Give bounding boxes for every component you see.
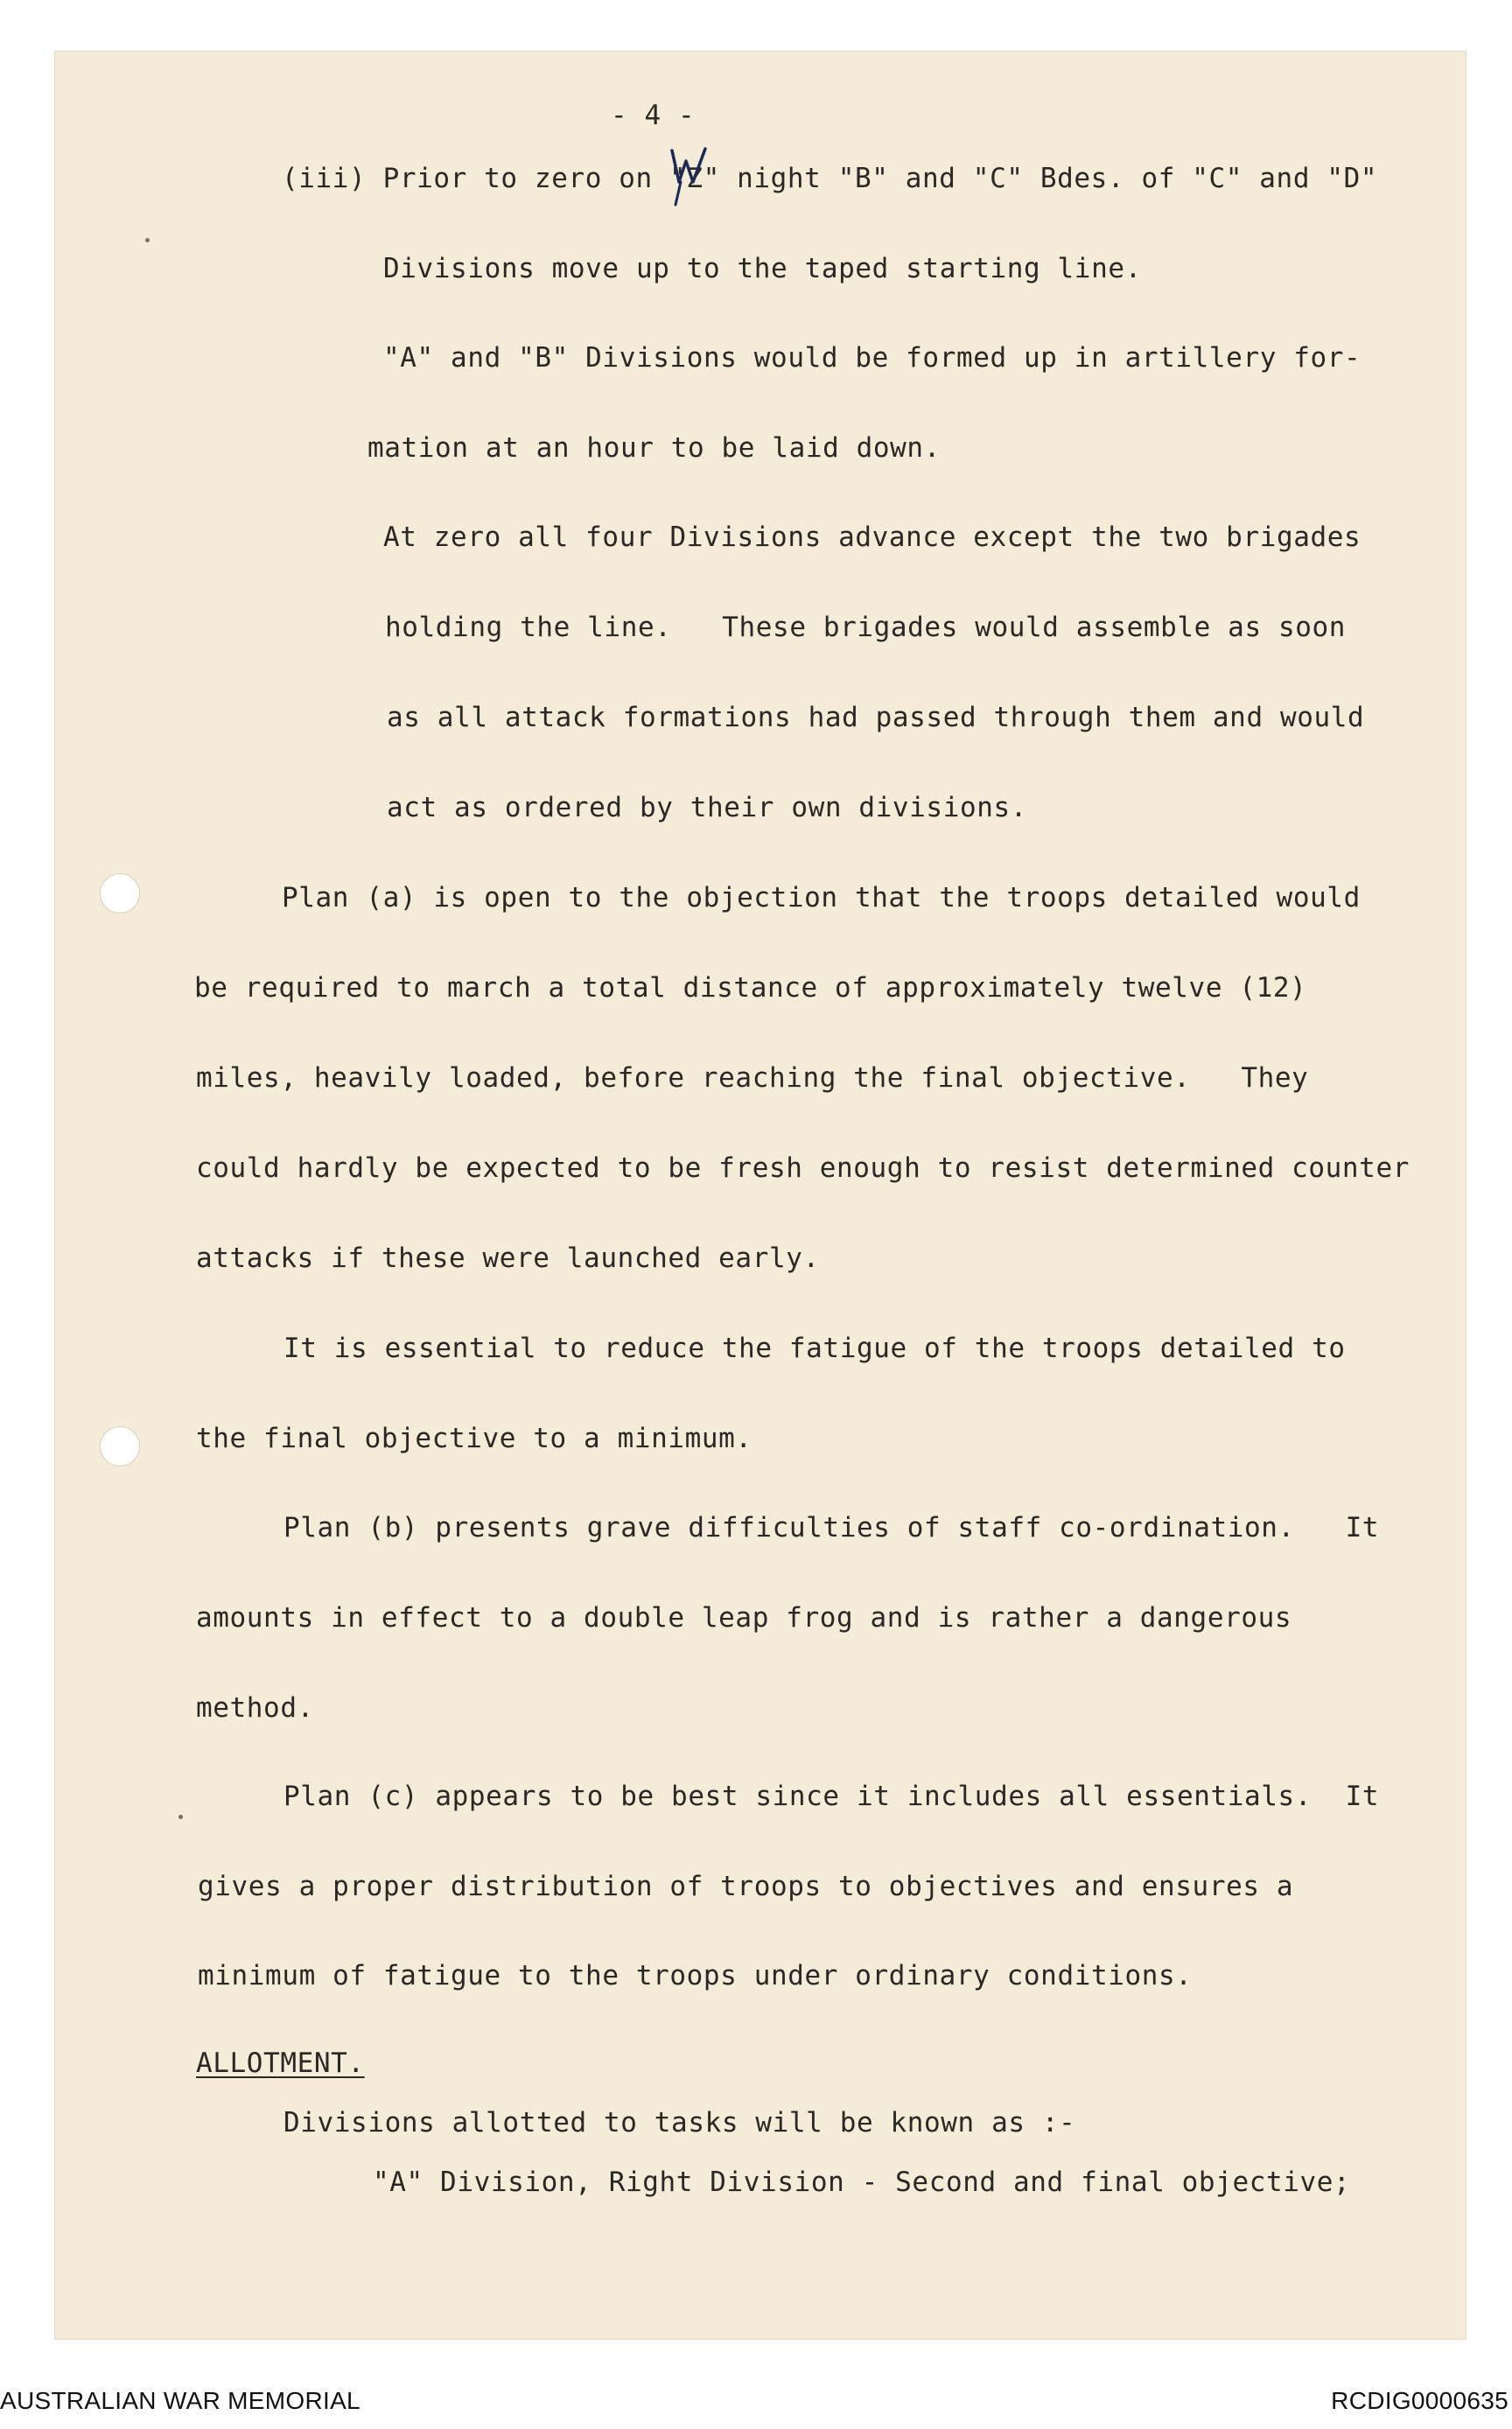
- text-line: could hardly be expected to be fresh enough to resist determined counter: [196, 1152, 1410, 1184]
- text-line: as all attack formations had passed through them and would: [387, 702, 1365, 733]
- footer-right: RCDIG0000635: [1331, 2387, 1508, 2414]
- text-line: amounts in effect to a double leap frog and is rather a dangerous: [196, 1602, 1292, 1634]
- text-line: Plan (c) appears to be best since it includes all essentials. It: [284, 1781, 1380, 1812]
- text-line: be required to march a total distance of approximately twelve (12): [194, 972, 1307, 1004]
- text-line: It is essential to reduce the fatigue of the troops detailed to: [284, 1333, 1346, 1364]
- text-line: Divisions allotted to tasks will be known as :-: [284, 2107, 1076, 2138]
- footer-left: AUSTRALIAN WAR MEMORIAL: [0, 2387, 360, 2414]
- text-line: Plan (a) is open to the objection that the troops detailed would: [282, 882, 1361, 914]
- section-heading: ALLOTMENT.: [196, 2048, 365, 2079]
- text-line: "A" and "B" Divisions would be formed up in artillery for-: [383, 342, 1362, 374]
- text-line: At zero all four Divisions advance except the two brigades: [383, 522, 1362, 553]
- text-line: (iii) Prior to zero on "Z" night "B" and "C" Bdes. of "C" and "D": [282, 163, 1378, 194]
- ink-speck: [178, 1815, 183, 1819]
- text-line: Divisions move up to the taped starting line.: [383, 253, 1142, 284]
- punch-hole-bottom: [100, 1426, 140, 1466]
- page-number: - 4 -: [611, 100, 696, 131]
- text-line: gives a proper distribution of troops to objectives and ensures a: [198, 1871, 1294, 1902]
- document-page: [54, 51, 1466, 2340]
- text-line: Plan (b) presents grave difficulties of staff co-ordination. It: [284, 1512, 1380, 1544]
- text-line: miles, heavily loaded, before reaching the final objective. They: [196, 1062, 1309, 1094]
- text-line: mation at an hour to be laid down.: [368, 432, 941, 464]
- text-line: attacks if these were launched early.: [196, 1242, 820, 1274]
- text-line: "A" Division, Right Division - Second and final objective;: [373, 2166, 1351, 2198]
- ink-speck: [145, 238, 150, 242]
- text-line: method.: [196, 1692, 314, 1724]
- text-line: act as ordered by their own divisions.: [387, 792, 1028, 823]
- punch-hole-top: [100, 873, 140, 914]
- text-line: the final objective to a minimum.: [196, 1423, 752, 1454]
- text-line: holding the line. These brigades would assemble as soon: [385, 612, 1347, 643]
- handwritten-w-annotation: [667, 147, 712, 208]
- text-line: minimum of fatigue to the troops under ordinary conditions.: [198, 1960, 1193, 1992]
